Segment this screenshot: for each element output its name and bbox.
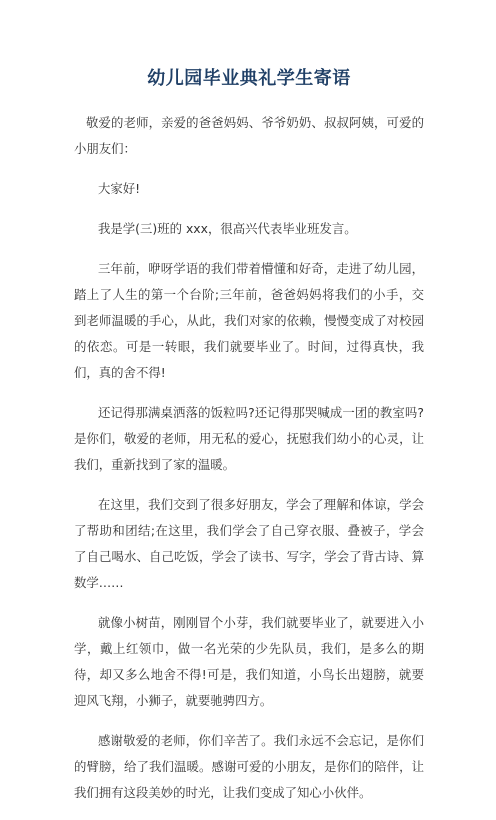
document-paragraph: 敬爱的老师，亲爱的爸爸妈妈、爷爷奶奶、叔叔阿姨，可爱的小朋友们： [74, 115, 424, 156]
document-paragraph: 就像小树苗，刚刚冒个小芽，我们就要毕业了，就要进入小学，戴上红领巾，做一名光荣的少先队员，我们，是多么的期待，却又多么地舍不得!可是，我们知道，小鸟长出翅膀，就要迎风飞翔，小狮子，就要驰骋四方。 [74, 615, 424, 708]
document-paragraph: 我是学(三)班的 xxx，很高兴代表毕业班发言。 [98, 221, 357, 236]
document-paragraph: 大家好! [98, 181, 141, 196]
document-page [74, 66, 424, 820]
document-paragraph: 三年前，咿呀学语的我们带着懵懂和好奇，走进了幼儿园，踏上了人生的第一个台阶;三年前，爸爸妈妈将我们的小手，交到老师温暖的手心，从此，我们对家的依赖，慢慢变成了对校园的依恋。可是一转眼，我们就要毕业了。时间，过得真快，我们，真的舍不得! [74, 261, 424, 380]
document-paragraph: 感谢敬爱的老师，你们辛苦了。我们永远不会忘记，是你们的臂膀，给了我们温暖。感谢可爱的小朋友，是你们的陪伴，让我们拥有这段美妙的时光，让我们变成了知心小伙伴。 [74, 733, 424, 800]
document-paragraph: 在这里，我们交到了很多好朋友，学会了理解和体谅，学会了帮助和团结;在这里，我们学会了自己穿衣服、叠被子，学会了自己喝水、自己吃饭，学会了读书、写字，学会了背古诗、算数学…… [74, 497, 424, 590]
document-paragraph: 还记得那满桌洒落的饭粒吗?还记得那哭喊成一团的教室吗?是你们，敬爱的老师，用无私的爱心，抚慰我们幼小的心灵，让我们，重新找到了家的温暖。 [74, 405, 424, 472]
document-title: 幼儿园毕业典礼学生寄语 [147, 68, 351, 89]
